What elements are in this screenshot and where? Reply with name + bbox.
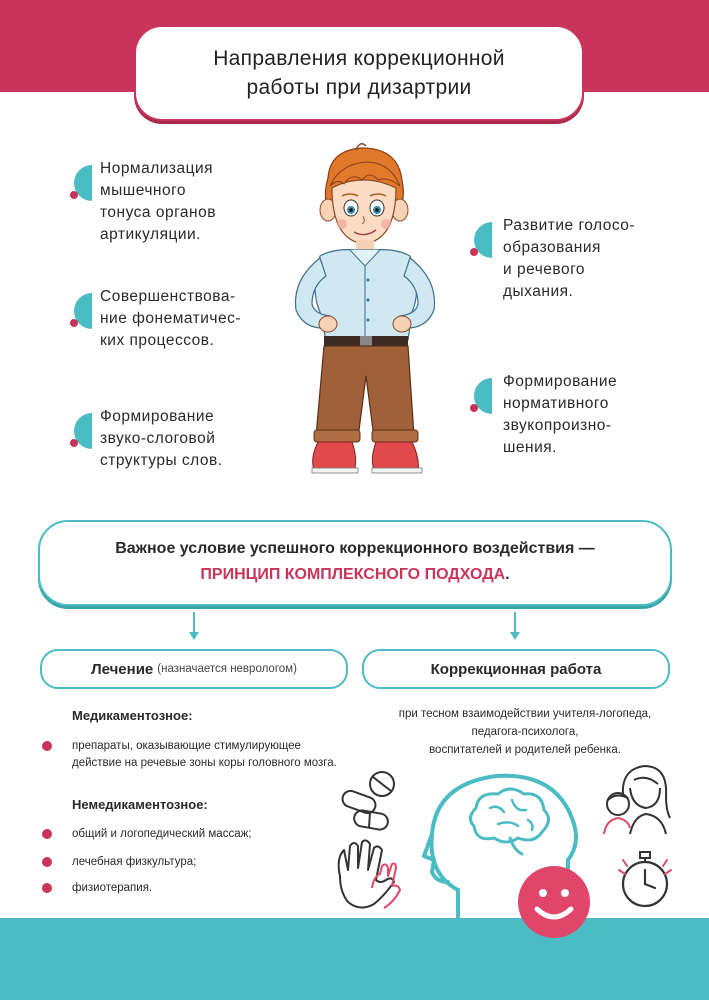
direction-left-1: Нормализация мышечного тонуса органов артикуляции. xyxy=(100,160,216,243)
bottom-color-band xyxy=(0,918,709,1000)
treatment-pill xyxy=(40,649,348,689)
bullet-dot xyxy=(42,829,52,839)
principle-accent: ПРИНЦИП КОМПЛЕКСНОГО ПОДХОДА xyxy=(200,566,506,583)
non-medical-item-1: общий и логопедический массаж; xyxy=(72,828,252,840)
direction-left-2: Совершенствова- ние фонематичес- ких процессов. xyxy=(100,288,241,349)
title-box xyxy=(134,25,584,121)
arrow-right-head xyxy=(510,632,520,640)
non-medical-item-2: лечебная физкультура; xyxy=(72,856,197,868)
medical-heading: Медикаментозное: xyxy=(72,708,193,723)
direction-right-2: Формирование нормативного звукопроизно- шения. xyxy=(503,373,618,456)
hands-icon xyxy=(332,836,404,916)
arrow-left-line xyxy=(193,612,195,634)
bullet-icon xyxy=(470,222,496,260)
smiley-icon xyxy=(517,865,591,939)
bullet-icon xyxy=(470,378,496,416)
arrow-left-head xyxy=(189,632,199,640)
non-medical-item-3: физиотерапия. xyxy=(72,882,153,894)
principle-box xyxy=(38,520,672,606)
title-line-2: работы при дизартрии xyxy=(246,76,472,99)
correction-title: Коррекционная работа xyxy=(430,660,602,678)
bullet-dot xyxy=(42,857,52,867)
principle-line-2 xyxy=(40,566,670,584)
bullet-icon xyxy=(70,165,96,203)
principle-line-1: Важное условие успешного коррекционного воздействия — xyxy=(115,540,595,557)
bullet-dot xyxy=(42,741,52,751)
family-icon xyxy=(600,758,672,836)
non-medical-heading: Немедикаментозное: xyxy=(72,797,208,812)
arrow-right-line xyxy=(514,612,516,634)
treatment-title: Лечение xyxy=(91,660,154,678)
treatment-note: (назначается неврологом) xyxy=(157,663,297,675)
boy-illustration xyxy=(270,140,450,480)
bullet-icon xyxy=(70,293,96,331)
direction-left-3: Формирование звуко-слоговой структуры слов. xyxy=(100,408,223,469)
direction-right-1: Развитие голосо- образования и речевого дыхания. xyxy=(503,217,636,300)
medical-text: препараты, оказывающие стимулирующее действие на речевые зоны коры головного мозга. xyxy=(72,740,337,769)
principle-end: . xyxy=(505,566,510,583)
stopwatch-icon xyxy=(615,846,675,910)
pills-icon xyxy=(336,768,406,834)
correction-pill xyxy=(362,649,670,689)
bullet-icon xyxy=(70,413,96,451)
bullet-dot xyxy=(42,883,52,893)
title-line-1: Направления коррекционной xyxy=(213,47,505,70)
correction-note: при тесном взаимодействии учителя-логопеда, педагога-психолога, воспитателей и родителей ребенка. xyxy=(398,708,652,756)
